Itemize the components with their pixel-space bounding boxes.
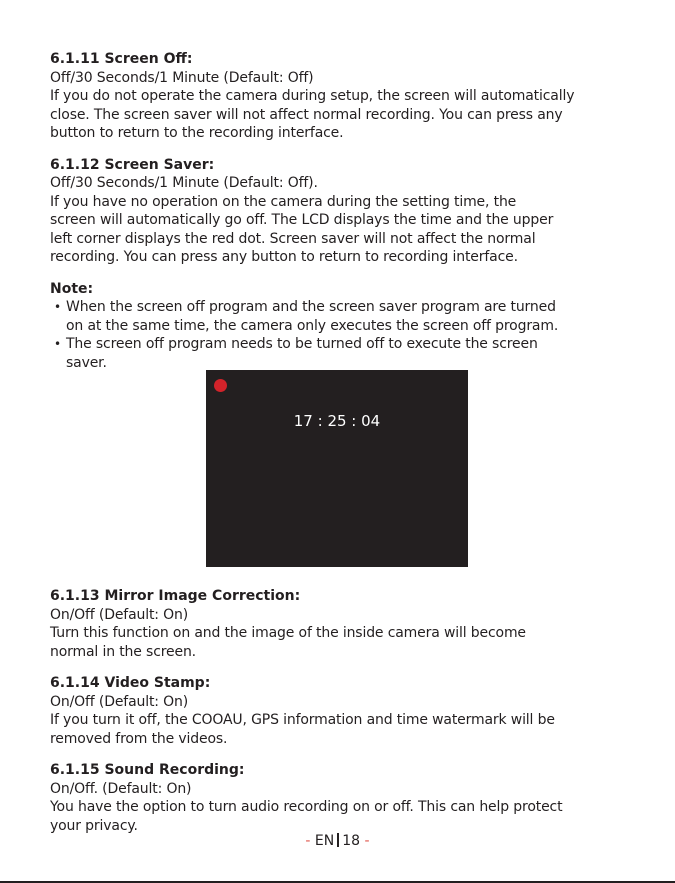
note-list — [50, 298, 630, 372]
section-line: close. The screen saver will not affect normal recording. You can press any — [50, 106, 563, 123]
footer-dash-left: - — [305, 833, 311, 849]
section-heading: 6.1.14 Video Stamp: — [50, 675, 211, 691]
note-item-line: • When the screen off program and the screen saver program are turned — [66, 299, 556, 315]
note-item-line: saver. — [66, 354, 107, 371]
footer-separator — [337, 833, 339, 847]
page-content — [50, 50, 630, 848]
footer-dash-right: - — [364, 833, 370, 849]
section-line: On/Off (Default: On) — [50, 606, 189, 623]
section-line: You have the option to turn audio recording on or off. This can help protect — [50, 799, 563, 815]
note-item — [50, 335, 630, 372]
section-line: If you have no operation on the camera during the setting time, the — [50, 193, 517, 210]
section-line: removed from the videos. — [50, 730, 228, 747]
section-line: If you do not operate the camera during setup, the screen will automatically — [50, 88, 575, 104]
section-line: Off/30 Seconds/1 Minute (Default: Off) — [50, 69, 314, 86]
section-line: Off/30 Seconds/1 Minute (Default: Off). — [50, 175, 318, 191]
section-line: normal in the screen. — [50, 643, 196, 660]
note-item-line: on at the same time, the camera only executes the screen off program. — [66, 317, 559, 334]
section-line: left corner displays the red dot. Screen saver will not affect the normal — [50, 230, 536, 247]
footer-language: EN — [314, 833, 335, 849]
page-footer — [0, 832, 675, 850]
note-item — [50, 298, 630, 335]
footer-page-number: 18 — [342, 833, 361, 849]
section-line: On/Off. (Default: On) — [50, 780, 192, 797]
screen-saver-illustration — [206, 370, 468, 567]
section-sound-recording — [50, 761, 630, 835]
section-line: your privacy. — [50, 817, 138, 834]
section-line: If you turn it off, the COOAU, GPS information and time watermark will be — [50, 712, 555, 728]
section-line: On/Off (Default: On) — [50, 693, 189, 710]
section-heading: 6.1.12 Screen Saver: — [50, 156, 215, 173]
recording-dot-icon — [214, 379, 227, 392]
screen-clock: 17 : 25 : 04 — [293, 412, 381, 430]
section-line: Turn this function on and the image of the inside camera will become — [50, 625, 526, 641]
section-note — [50, 280, 630, 373]
section-screen-saver — [50, 156, 630, 267]
section-video-stamp — [50, 674, 630, 748]
section-line: recording. You can press any button to return to recording interface. — [50, 249, 518, 265]
section-line: screen will automatically go off. The LCD displays the time and the upper — [50, 212, 554, 228]
section-line: button to return to the recording interface. — [50, 125, 344, 141]
section-screen-off — [50, 50, 630, 143]
section-heading: 6.1.15 Sound Recording: — [50, 762, 245, 778]
note-heading: Note: — [50, 280, 94, 297]
section-mirror-image — [50, 587, 630, 661]
note-item-line: • The screen off program needs to be turned off to execute the screen — [66, 336, 538, 352]
section-heading: 6.1.13 Mirror Image Correction: — [50, 588, 301, 604]
section-heading: 6.1.11 Screen Off: — [50, 51, 193, 67]
